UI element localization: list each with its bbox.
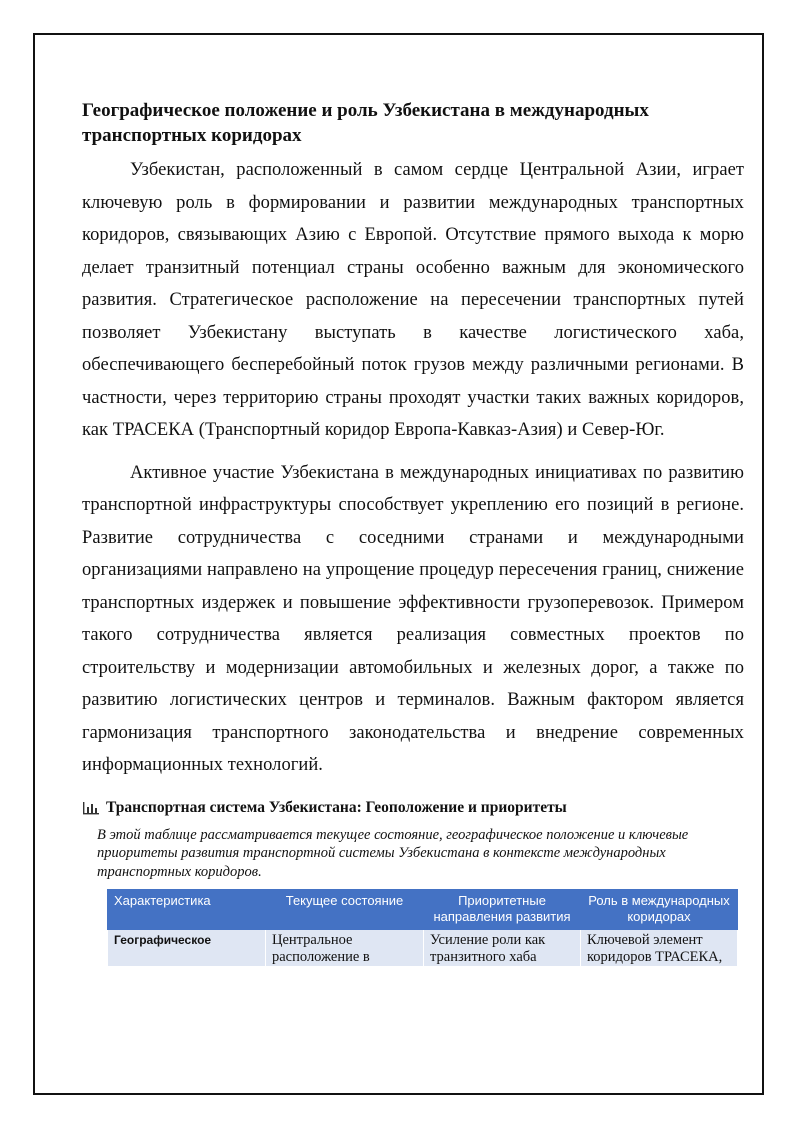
table-description: В этой таблице рассматривается текущее состояние, географическое положение и ключевые приоритеты развития транспортной системы Узбекистана в контексте международных транспортных коридоров.	[97, 826, 689, 880]
table-row	[108, 930, 738, 967]
column-header: Текущее состояние	[266, 890, 424, 930]
paragraph-1: Узбекистан, расположенный в самом сердце Центральной Азии, играет ключевую роль в формировании и развитии международных транспортных коридоров, связывающих Азию с Европой. Отсутствие прямого выхода к морю делает транзитный потенциал страны особенно важным для экономического развития. Стратегическое расположение на пересечении транспортных путей позволяет Узбекистану выступать в качестве логистического хаба, обеспечивающего бесперебойный поток грузов между различными регионами. В частности, через территорию страны проходят участки таких важных коридоров, как ТРАСЕКА (Транспортный коридор Европа-Кавказ-Азия) и Север-Юг.	[82, 160, 744, 440]
column-header: Роль в международных коридорах	[581, 890, 738, 930]
table-caption-text: Транспортная система Узбекистана: Геоположение и приоритеты	[106, 798, 567, 816]
column-header: Приоритетные направления развития	[424, 890, 581, 930]
table-cell: Центральное расположение в	[266, 930, 424, 967]
bar-chart-icon	[82, 801, 100, 815]
table-header-row	[108, 890, 738, 930]
document-body	[82, 98, 744, 967]
column-header: Характеристика	[108, 890, 266, 930]
table-cell: Географическое	[108, 930, 266, 967]
table-caption	[82, 798, 744, 818]
transport-table	[107, 889, 738, 967]
table-cell: Усиление роли как транзитного хаба	[424, 930, 581, 967]
paragraph-2: Активное участие Узбекистана в международных инициативах по развитию транспортной инфраструктуры способствует укреплению его позиций в регионе. Развитие сотрудничества с соседними странами и международными организациями направлено на упрощение процедур пересечения границ, снижение транспортных издержек и повышение эффективности грузоперевозок. Примером такого сотрудничества является реализация совместных проектов по строительству и модернизации автомобильных и железных дорог, а также по развитию логистических центров и терминалов. Важным фактором является гармонизация транспортного законодательства и внедрение современных информационных технологий.	[82, 462, 744, 775]
table-cell: Ключевой элемент коридоров ТРАСЕКА,	[581, 930, 738, 967]
section-heading: Географическое положение и роль Узбекистана в международных транспортных коридорах	[82, 100, 649, 146]
